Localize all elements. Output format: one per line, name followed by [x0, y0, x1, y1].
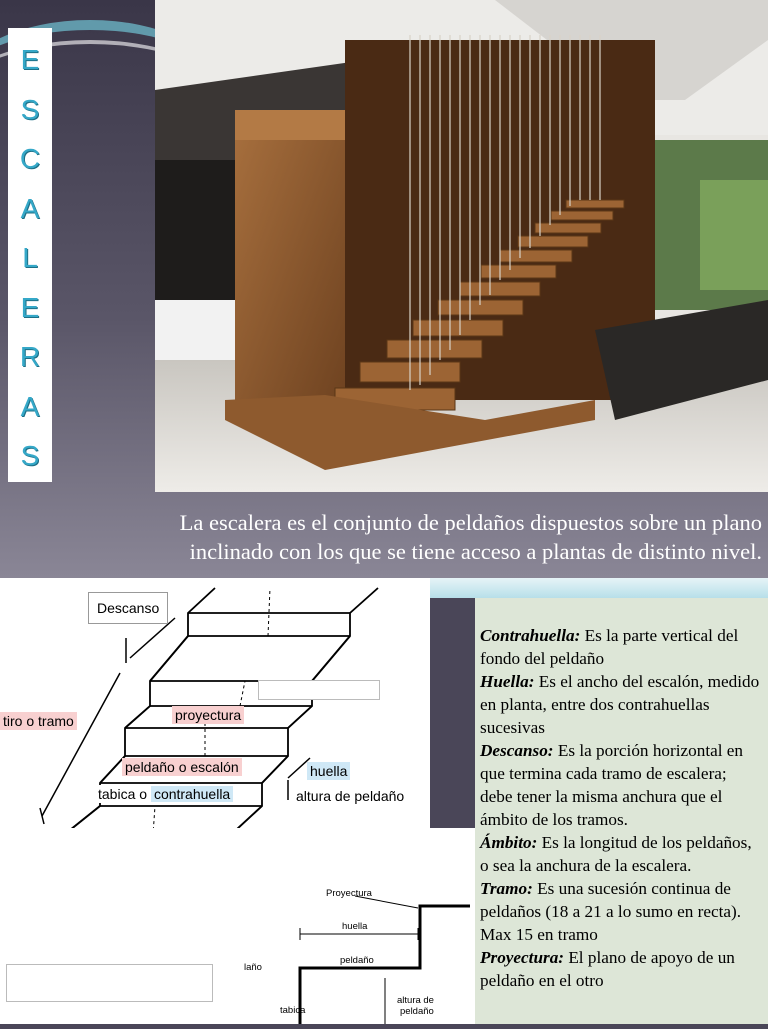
definition-text: Es el ancho del escalón, medido en planta, entre dos contrahuellas sucesivas: [480, 672, 760, 737]
detail-lano: laño: [244, 962, 262, 973]
definition-term: Tramo:: [480, 879, 533, 898]
caption-line-1: La escalera es el conjunto de peldaños dispuestos sobre un plano: [179, 510, 762, 535]
definitions-panel: [475, 598, 768, 1024]
title-letter: A: [20, 390, 40, 422]
title-letter: C: [19, 143, 41, 174]
staircase-illustration: [155, 0, 768, 492]
label-contrahuella: contrahuella: [151, 786, 233, 802]
detail-altura-1: altura de: [397, 995, 434, 1006]
step-detail-drawing: [0, 828, 475, 1024]
detail-proyectura: Proyectura: [326, 888, 372, 899]
detail-peldano: peldaño: [340, 955, 374, 966]
definition-text: Es la longitud de los peldaños, o sea la anchura de la escalera.: [480, 833, 752, 875]
title-letter: S: [20, 93, 40, 125]
definition-item: [480, 831, 762, 877]
label-proyectura: proyectura: [172, 706, 244, 724]
decorative-strip: [430, 578, 768, 598]
staircase-photo: [155, 0, 768, 492]
empty-label-box: [6, 964, 213, 1002]
title-letter: R: [19, 341, 41, 372]
definition-text: El plano de apoyo de un peldaño en el otro: [480, 948, 735, 990]
empty-label-box: [258, 680, 380, 700]
definition-item: [480, 946, 762, 992]
definition-text: Es la parte vertical del fondo del peldaño: [480, 626, 739, 668]
definition-item: [480, 739, 762, 831]
label-huella: huella: [307, 762, 350, 780]
definition-item: [480, 877, 762, 946]
detail-altura-2: peldaño: [400, 1006, 434, 1017]
label-altura: altura de peldaño: [296, 788, 405, 804]
label-descanso: Descanso: [88, 592, 168, 624]
title-letter: E: [20, 44, 40, 75]
title-letter: E: [20, 291, 40, 323]
definition-text: Es la porción horizontal en que termina cada tramo de escalera; debe tener la misma anchura que el ámbito de los tramos.: [480, 741, 744, 829]
definition-term: Descanso:: [480, 741, 554, 760]
caption: [40, 508, 762, 566]
definition-term: Ámbito:: [480, 833, 538, 852]
definition-term: Huella:: [480, 672, 535, 691]
label-tabica-text: tabica o: [98, 786, 148, 802]
label-tabica: [98, 785, 233, 803]
definition-term: Contrahuella:: [480, 626, 581, 645]
detail-huella: huella: [342, 921, 368, 932]
title-letter: S: [20, 440, 40, 471]
definition-item: [480, 624, 762, 670]
definition-text: Es una sucesión continua de peldaños (18 a 21 a lo sumo en recta). Max 15 en tramo: [480, 879, 742, 944]
label-peldano: peldaño o escalón: [122, 758, 242, 776]
caption-line-2: inclinado con los que se tiene acceso a plantas de distinto nivel.: [189, 539, 762, 564]
title-letter: L: [22, 242, 38, 273]
definition-term: Proyectura:: [480, 948, 565, 967]
title-letter: A: [20, 192, 40, 224]
label-tiro: tiro o tramo: [0, 712, 77, 730]
definition-item: [480, 670, 762, 739]
detail-tabica: tabica: [280, 1005, 306, 1016]
vertical-title: [8, 28, 52, 482]
